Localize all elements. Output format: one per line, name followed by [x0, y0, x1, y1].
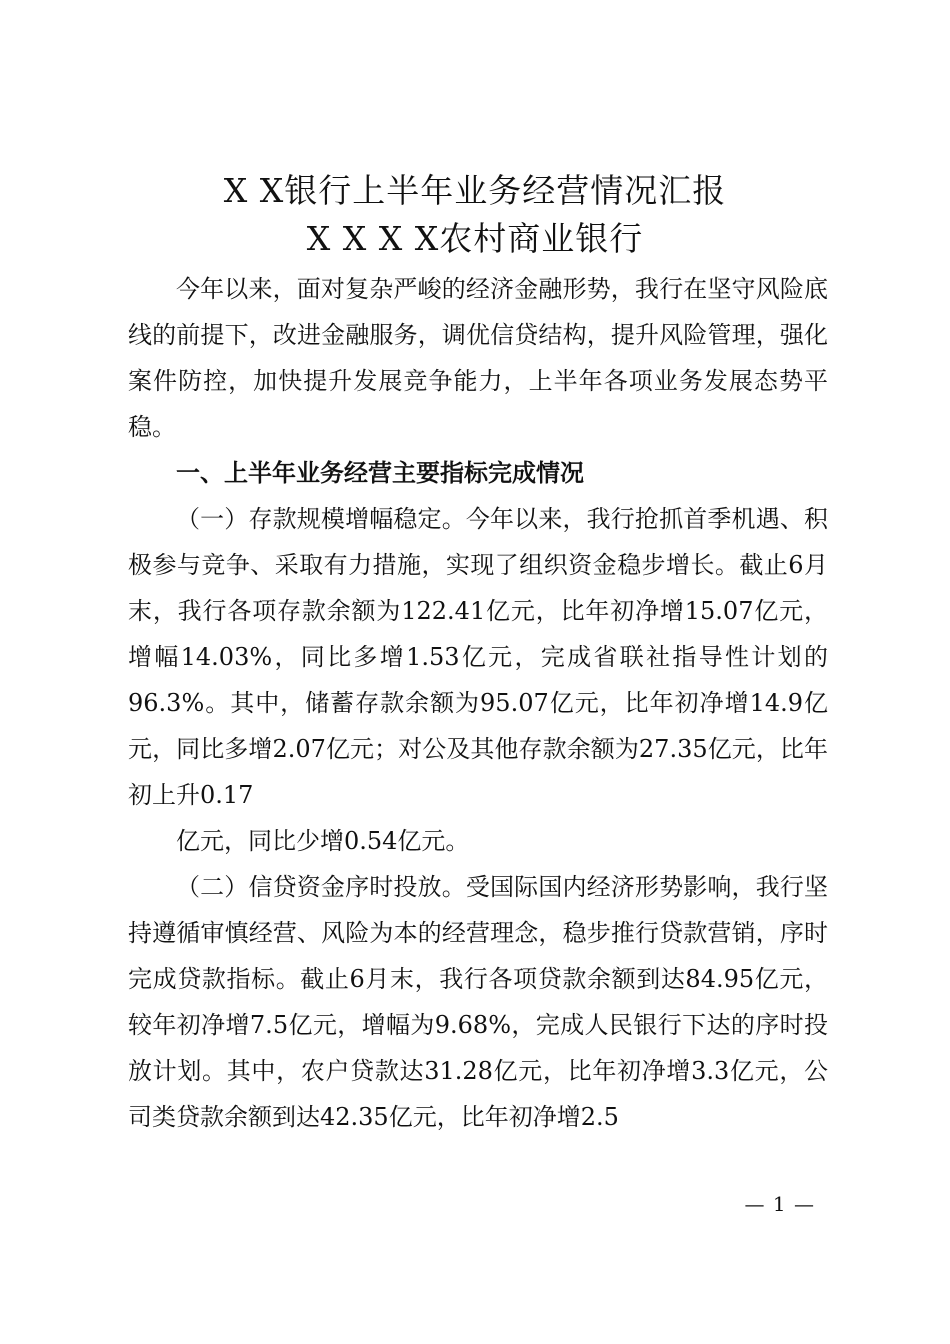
credit-subheading: （二）信贷资金序时投放。 — [176, 873, 466, 901]
credit-text: 受国际国内经济形势影响，我行坚持遵循审慎经营、风险为本的经营理念，稳步推行贷款营销，序时完成贷款指标。截止6月末，我行各项贷款余额到达84.95亿元，较年初净增7.5亿元，增幅为9.68%，完成人民银行下达的序时投放计划。其中，农户贷款达31.28亿元，比年初净增3.3亿元，公司类贷款余额到达42.35亿元，比年初净增2.5 — [128, 873, 829, 1131]
deposit-text: 今年以来，我行抢抓首季机遇、积极参与竞争、采取有力措施，实现了组织资金稳步增长。截止6月末，我行各项存款余额为122.41亿元，比年初净增15.07亿元，增幅14.03%，同比多增1.53亿元，完成省联社指导性计划的96.3%。其中，储蓄存款余额为95.07亿元，比年初净增14.9亿元，同比多增2.07亿元；对公及其他存款余额为27.35亿元，比年初上升0.17 — [128, 505, 829, 809]
document-body — [128, 266, 828, 1140]
document-subtitle: X X X X农村商业银行 — [306, 219, 644, 258]
credit-paragraph — [128, 864, 828, 1140]
section-heading: 一、上半年业务经营主要指标完成情况 — [176, 459, 584, 487]
deposit-continuation: 亿元，同比少增0.54亿元。 — [176, 827, 470, 855]
page-number: — 1 — — [744, 1192, 815, 1216]
deposit-paragraph — [128, 496, 828, 818]
deposit-subheading: （一）存款规模增幅稳定。 — [176, 505, 466, 533]
document-title: X X银行上半年业务经营情况汇报 — [223, 171, 727, 210]
intro-paragraph: 今年以来，面对复杂严峻的经济金融形势，我行在坚守风险底线的前提下，改进金融服务，调优信贷结构，提升风险管理，强化案件防控，加快提升发展竞争能力，上半年各项业务发展态势平稳。 — [128, 275, 828, 441]
